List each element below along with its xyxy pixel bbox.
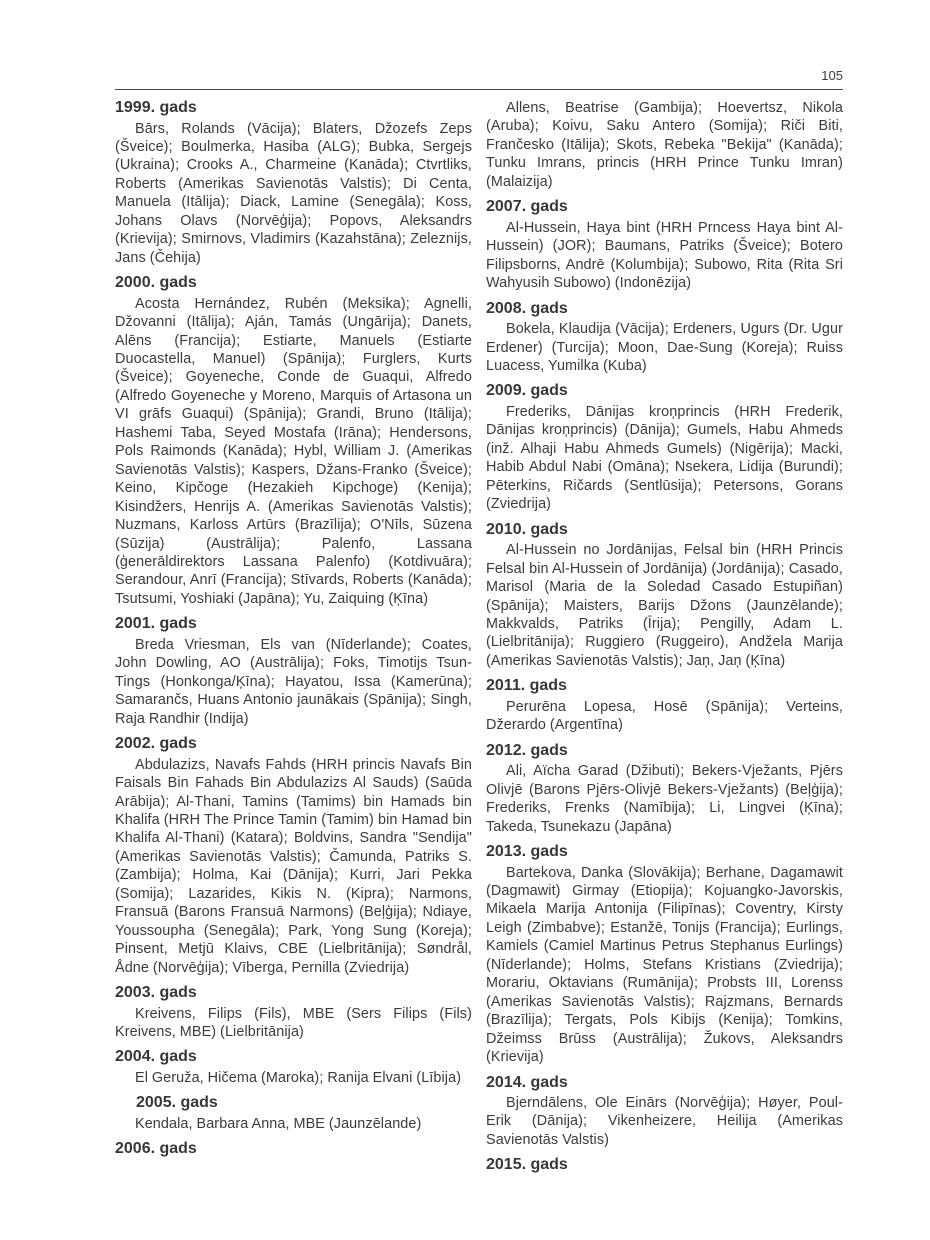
entries-2007: Al-Hussein, Haya bint (HRH Prncess Haya bint Al-Hussein) (JOR); Baumans, Patriks (Šveice); Botero Filipsborns, Andrē (Kolumbija); Subowo, Rita (Rita Sri Wahyusih Subowo) (Indonēzija): [486, 219, 843, 292]
entries-2002: Abdulazizs, Navafs Fahds (HRH princis Navafs Bin Faisals Bin Fahads Bin Abdulazizs Al Sauds) (Saūda Arābija); Al-Thani, Tamins (Tamims) bin Hamads bin Khalifa (HRH The Prince Tamin (Tamim) bin Hamad bin Khalifa Al-Thani) (Katara); Boldvins, Sandra "Sendija" (Amerikas Savienotās Valstis); Čamunda, Patriks S. (Zambija); Holma, Kai (Dānija); Kurri, Jari Pekka (Somija); Lazarides, Kikis N. (Kipra); Narmons, Fransuā (Barons Fransuā Narmons) (Beļģija); Ndiaye, Youssoupha (Senegāla); Park, Yong Sung (Koreja); Pinsent, Metjū Klaivs, CBE (Lielbritānija); Søndrål, Ådne (Norvēģija); Vīberga, Pernilla (Zviedrija): [115, 756, 472, 976]
entries-2013: Bartekova, Danka (Slovākija); Berhane, Dagamawit (Dagmawit) Girmay (Etiopija); Kojuangko-Javorskis, Mikaela Marija Antonija (Filipīnas); Coventry, Kirsty Leigh (Zimbabve); Estanžē, Tonijs (Francija); Eurlings, Kamiels (Camiel Martinus Petrus Stephanus Eurlings) (Nīderlande); Holms, Stefans Kristians (Zviedrija); Morariu, Oktavians (Rumānija); Probsts III, Lorenss (Amerikas Savienotās Valstis); Rajzmans, Bernards (Brazīlija); Tergats, Pols Kibijs (Kenija); Tomkins, Džeimss Brūss (Austrālija); Žukovs, Aleksandrs (Krievija): [486, 864, 843, 1066]
entries-2011: Perurēna Lopesa, Hosē (Spānija); Verteins, Džerardo (Argentīna): [486, 698, 843, 734]
year-heading-1999: 1999. gads: [115, 99, 197, 116]
right-column: [486, 99, 843, 1177]
entries-2008: Bokela, Klaudija (Vācija); Erdeners, Ugurs (Dr. Ugur Erdener) (Turcija); Moon, Dae-Sung (Koreja); Ruiss Luacess, Yumilka (Kuba): [486, 321, 843, 374]
year-heading-2004: 2004. gads: [115, 1048, 197, 1066]
page-number: 105: [821, 68, 843, 83]
year-heading-2009: 2009. gads: [486, 382, 568, 400]
entries-2009: Frederiks, Dānijas kroņprincis (HRH Frederik, Dānijas kroņprincis) (Dānija); Gumels, Habu Ahmeds (inž. Alhaji Habu Ahmeds Gumels) (Nigērija); Macki, Habib Abdul Nabi (Omāna); Nsekera, Lidija (Burundi); Pēterkins, Ričards (Sentlūsija); Petersons, Gorans (Zviedrija): [486, 403, 843, 513]
year-heading-2001: 2001. gads: [115, 615, 197, 633]
year-heading-2010: 2010. gads: [486, 520, 568, 538]
entries-2012: Ali, Aïcha Garad (Džibuti); Bekers-Vježants, Pjērs Olivjē (Barons Pjērs-Olivjē Bekers-Vježants) (Beļģija); Frederiks, Frenks (Namībija); Li, Lingvei (Ķīna); Takeda, Tsunekazu (Japāna): [486, 763, 843, 835]
year-heading-2014: 2014. gads: [486, 1073, 568, 1091]
entries-1999: Bārs, Rolands (Vācija); Blaters, Džozefs Zeps (Šveice); Boulmerka, Hasiba (ALG); Bubka, Sergejs (Ukraina); Crooks A., Charmeine (Kanāda); Ctvrtliks, Roberts (Amerikas Savienotās Valstis); Di Centa, Manuela (Itālija); Diack, Lamine (Senegāla); Koss, Johans Olavs (Norvēģija); Popovs, Aleksandrs (Krievija); Smirnovs, Vladimirs (Kazahstāna); Zeleznijs, Jans (Čehija): [115, 120, 472, 266]
entries-2004: El Geruža, Hičema (Maroka); Ranija Elvani (Lībija): [135, 1069, 462, 1086]
header-rule: [115, 89, 843, 90]
left-column: [115, 99, 472, 1177]
year-heading-2005: 2005. gads: [136, 1094, 218, 1112]
year-heading-2008: 2008. gads: [486, 299, 568, 317]
year-heading-2003: 2003. gads: [115, 984, 197, 1002]
year-heading-2007: 2007. gads: [486, 198, 568, 216]
year-heading-2011: 2011. gads: [486, 677, 567, 695]
two-column-layout: [115, 99, 843, 1177]
year-heading-2006: 2006. gads: [115, 1140, 197, 1158]
entries-2014: Bjerndālens, Ole Einārs (Norvēģija); Høyer, Poul-Erik (Dānija); Vikenheizere, Heilija (Amerikas Savienotās Valstis): [486, 1095, 843, 1148]
year-heading-2012: 2012. gads: [486, 741, 568, 759]
entries-2003: Kreivens, Filips (Fils), MBE (Sers Filips (Fils) Kreivens, MBE) (Lielbritānija): [115, 1005, 472, 1040]
entries-2001: Breda Vriesman, Els van (Nīderlande); Coates, John Dowling, AO (Austrālija); Foks, Timotijs Tsun-Tings (Honkonga/Ķīna); Hayatou, Issa (Kamerūna); Samarančs, Huans Antonio jaunākais (Spānija); Singh, Raja Randhir (Indija): [115, 636, 472, 727]
year-heading-2015: 2015. gads: [486, 1156, 568, 1174]
entries-2010: Al-Hussein no Jordānijas, Felsal bin (HRH Princis Felsal bin Al-Hussein of Jordānija) (Jordānija); Casado, Marisol (Maria de la Soledad Casado Estupiñan) (Spānija); Maisters, Barijs Džons (Jaunzēlande); Makkvalds, Patriks (Īrija); Pengilly, Adam L. (Lielbritānija); Ruggiero (Ruggeiro), Andžela Marija (Amerikas Savienotās Valstis); Jaņ, Jaņ (Ķīna): [486, 542, 843, 669]
entries-2005: Kendala, Barbara Anna, MBE (Jaunzēlande): [135, 1115, 422, 1132]
entries-2006-continued: Allens, Beatrise (Gambija); Hoevertsz, Nikola (Aruba); Koivu, Saku Antero (Somija); Riči Biti, Frančesko (Itālija); Skots, Rebeka "Bekija" (Kanāda); Tunku Imrans, princis (HRH Prince Tunku Imran) (Malaizija): [486, 100, 843, 190]
year-heading-2002: 2002. gads: [115, 735, 197, 753]
year-heading-2000: 2000. gads: [115, 274, 197, 292]
entries-2000: Acosta Hernández, Rubén (Meksika); Agnelli, Džovanni (Itālija); Aján, Tamás (Ungārija); Danets, Alēns (Francija); Estiarte, Manuels (Estiarte Duocastella, Manuel) (Spānija); Furglers, Kurts (Šveice); Goyeneche, Conde de Guaqui, Alfredo (Alfredo Goyeneche y Moreno, Marquis of Artasona un VI grāfs Guaqui) (Spānija); Grandi, Bruno (Itālija); Hashemi Taba, Seyed Mostafa (Irāna); Hendersons, Pols Raimonds (Kanāda); Hybl, William J. (Amerikas Savienotās Valstis); Kaspers, Džans-Franko (Šveice); Keino, Kipčoge (Hezakieh Kipchoge) (Kenija); Kisindžers, Henrijs A. (Amerikas Savienotās Valstis); Nuzmans, Karloss Artūrs (Brazīlija); O'Nīls, Sūzena (Sūzija) (Austrālija); Palenfo, Lassana (ģenerāldirektors Lassana Palenfo) (Kotdivuāra); Serandour, Anrī (Francija); Stīvards, Roberts (Kanāda); Tsutsumi, Yoshiaki (Japāna); Yu, Zaiquing (Ķīna): [115, 295, 472, 607]
year-heading-2013: 2013. gads: [486, 843, 568, 861]
